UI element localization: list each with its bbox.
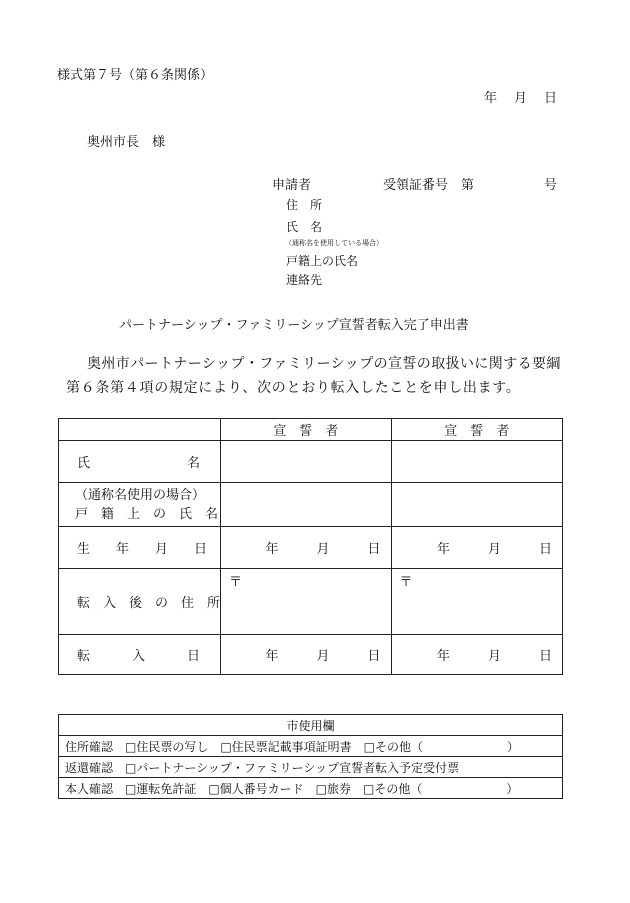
postal-mark-1: 〒 <box>229 575 243 590</box>
date-month-label: 月 <box>514 91 528 106</box>
date-year-label: 年 <box>484 91 498 106</box>
move-in-label-a: 転 <box>77 649 91 664</box>
date-day-label: 日 <box>544 91 558 106</box>
move-in-day-1: 日 <box>367 649 381 664</box>
move-in-day-2: 日 <box>538 649 552 664</box>
declarant-2-header: 宣 誓 者 <box>391 419 562 441</box>
applicant-label: 申請者 <box>272 178 312 193</box>
birth-day-2: 日 <box>538 542 552 557</box>
name-row-label <box>59 441 221 483</box>
new-address-label: 転 入 後 の 住 所 <box>59 569 221 635</box>
address-check-row[interactable]: 住所確認 □住民票の写し □住民票記載事項証明書 □その他（ ） <box>59 736 563 757</box>
declarant-1-move-in-date-field[interactable] <box>221 635 392 675</box>
declarant-1-register-name-field[interactable] <box>221 483 392 527</box>
family-register-name-label: 戸籍上の氏名 <box>286 254 359 268</box>
return-check-row[interactable]: 返還確認 □パートナーシップ・ファミリーシップ宣誓者転入予定受付票 <box>59 757 563 778</box>
contact-label: 連絡先 <box>286 273 323 287</box>
form-number: 様式第７号（第６条関係） <box>57 68 214 83</box>
declarant-2-birth-date-field[interactable] <box>391 527 562 569</box>
birth-month-1: 月 <box>316 542 330 557</box>
declarant-1-new-address-field[interactable] <box>221 569 392 635</box>
declarant-2-move-in-date-field[interactable] <box>391 635 562 675</box>
declarant-2-name-field[interactable] <box>391 441 562 483</box>
city-use-table <box>58 714 563 799</box>
alias-label-line2: 戸 籍 上 の 氏 名 <box>75 506 219 522</box>
alias-note: （通称名を使用している場合） <box>285 239 383 247</box>
postal-mark-2: 〒 <box>399 575 413 590</box>
name-label-b: 名 <box>187 456 201 471</box>
document-title: パートナーシップ・ファミリーシップ宣誓者転入完了申出書 <box>119 318 469 333</box>
move-in-label-c: 日 <box>187 649 201 664</box>
identity-check-row[interactable]: 本人確認 □運転免許証 □個人番号カード □旅券 □その他（ ） <box>59 778 563 799</box>
body-text-line2: 第６条第４項の規定により、次のとおり転入したことを申し出ます。 <box>66 380 521 396</box>
applicant-name-label: 氏 名 <box>286 220 323 234</box>
declarant-table <box>58 418 563 675</box>
birth-month-2: 月 <box>487 542 501 557</box>
birth-day-1: 日 <box>367 542 381 557</box>
receipt-number-suffix: 号 <box>544 178 558 193</box>
move-in-month-1: 月 <box>316 649 330 664</box>
move-in-month-2: 月 <box>487 649 501 664</box>
city-use-title: 市使用欄 <box>59 715 563 736</box>
declarant-1-birth-date-field[interactable] <box>221 527 392 569</box>
move-in-year-1: 年 <box>265 649 279 664</box>
receipt-number-label: 受領証番号 第 <box>383 178 475 193</box>
declarant-1-header: 宣 誓 者 <box>221 419 392 441</box>
alias-label-line1: （通称名使用の場合） <box>75 487 206 503</box>
declarant-1-name-field[interactable] <box>221 441 392 483</box>
birth-date-label: 生 年 月 日 <box>59 527 221 569</box>
move-in-date-label <box>59 635 221 675</box>
applicant-address-label: 住 所 <box>286 198 323 212</box>
table-corner <box>59 419 221 441</box>
declarant-2-new-address-field[interactable] <box>391 569 562 635</box>
alias-row-label <box>59 483 221 527</box>
birth-year-1: 年 <box>265 542 279 557</box>
move-in-year-2: 年 <box>436 649 450 664</box>
birth-year-2: 年 <box>436 542 450 557</box>
declarant-2-register-name-field[interactable] <box>391 483 562 527</box>
move-in-label-b: 入 <box>132 649 146 664</box>
addressee: 奥州市長 様 <box>87 135 166 150</box>
body-text-line1: 奥州市パートナーシップ・ファミリーシップの宣誓の取扱いに関する要綱 <box>87 356 561 372</box>
name-label-a: 氏 <box>77 456 91 471</box>
